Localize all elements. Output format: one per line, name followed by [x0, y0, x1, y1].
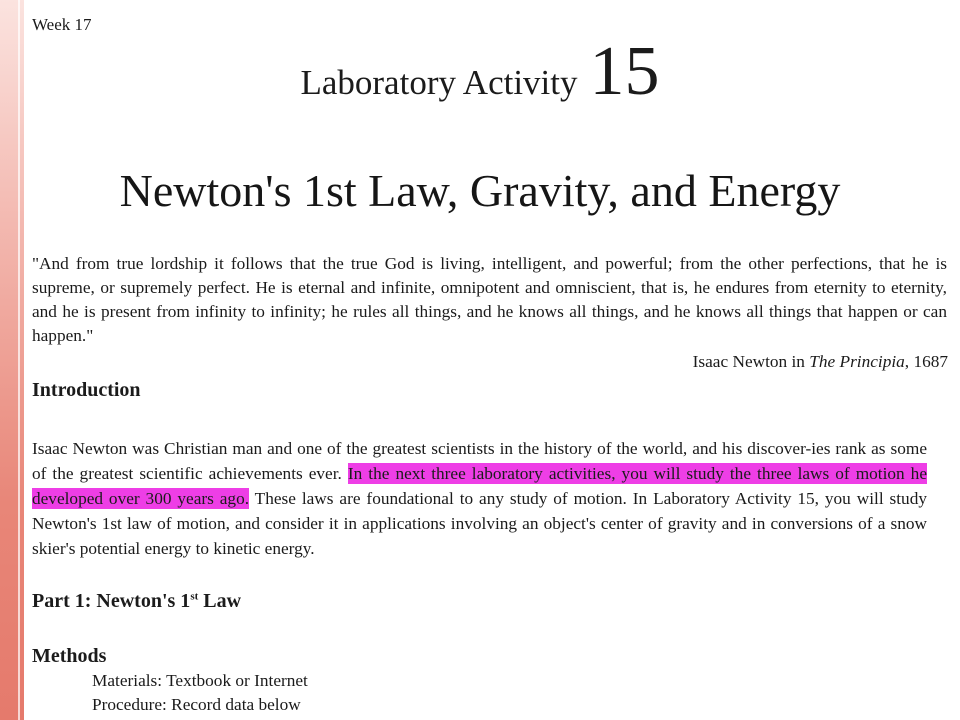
attribution-author: Isaac Newton in — [692, 352, 810, 371]
intro-text-start: Isaac Newton was Christian man and one of the greatest scientists in the history of the world, and his discover-ies rank as some of the greatest scientific achievements ever. — [32, 439, 927, 483]
introduction-paragraph — [32, 436, 927, 561]
highlighted-text: In the next three laboratory activities, you will study the three laws of motion he developed over 300 years ago. — [32, 464, 927, 508]
methods-heading: Methods — [32, 645, 107, 667]
materials-line: Materials: Textbook or Internet — [92, 671, 308, 690]
part1-heading-superscript: st — [190, 590, 199, 603]
quote-attribution — [693, 352, 948, 372]
week-label: Week 17 — [32, 15, 92, 34]
lab-activity-title — [0, 32, 960, 112]
page-title: Newton's 1st Law, Gravity, and Energy — [119, 165, 841, 216]
part1-heading-suffix: Law — [198, 590, 242, 612]
part1-heading-text: Part 1: Newton's 1 — [32, 590, 191, 612]
intro-text-end: These laws are foundational to any study of motion. In Laboratory Activity 15, you will study Newton's 1st law of motion, and consider it in applications involving an object's center of gravity and in conversions of a snow skier's potential energy to kinetic energy. — [32, 489, 927, 558]
procedure-line: Procedure: Record data below — [92, 695, 301, 714]
introduction-heading: Introduction — [32, 379, 141, 401]
lab-activity-label: Laboratory Activity — [300, 63, 578, 102]
part1-heading — [32, 590, 241, 613]
attribution-work: The Principia — [809, 352, 905, 371]
lab-activity-number: 15 — [589, 33, 660, 110]
newton-quote: "And from true lordship it follows that the true God is living, intelligent, and powerful; from the other perfections, that he is supreme, or supremely perfect. He is eternal and infinite, omnipotent and omniscient, that is, he endures from eternity to eternity, and he is present from infinity to infinity; he rules all things, and he knows all things, and he knows all things that happen or can happen." — [32, 254, 947, 345]
attribution-year: , 1687 — [904, 352, 948, 371]
